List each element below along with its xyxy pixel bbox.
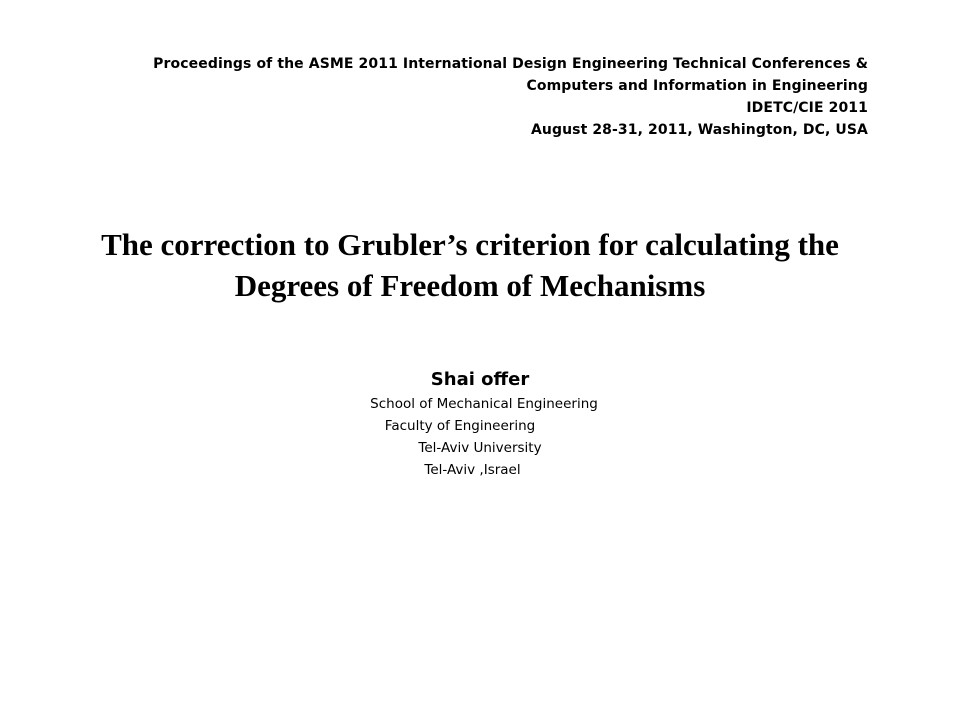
proceedings-line-computers: Computers and Information in Engineering xyxy=(526,78,868,94)
proceedings-line-idetc: IDETC/CIE 2011 xyxy=(746,100,868,116)
proceedings-line-date-location: August 28-31, 2011, Washington, DC, USA xyxy=(530,122,868,138)
affiliation-location: Tel-Aviv ,Israel xyxy=(424,462,521,478)
paper-title-line-2: Degrees of Freedom of Mechanisms xyxy=(234,268,706,303)
author-name: Shai offer xyxy=(430,369,530,390)
affiliation-faculty: Faculty of Engineering xyxy=(384,418,536,434)
proceedings-line-conference: Proceedings of the ASME 2011 International Design Engineering Technical Conferences & xyxy=(153,56,868,72)
proceedings-header xyxy=(153,53,868,141)
author-block xyxy=(0,367,960,481)
affiliation-school: School of Mechanical Engineering xyxy=(370,396,598,412)
affiliation-university: Tel-Aviv University xyxy=(418,440,542,456)
paper-title xyxy=(0,224,940,306)
paper-title-line-1: The correction to Grubler’s criterion for calculating the xyxy=(101,227,839,262)
